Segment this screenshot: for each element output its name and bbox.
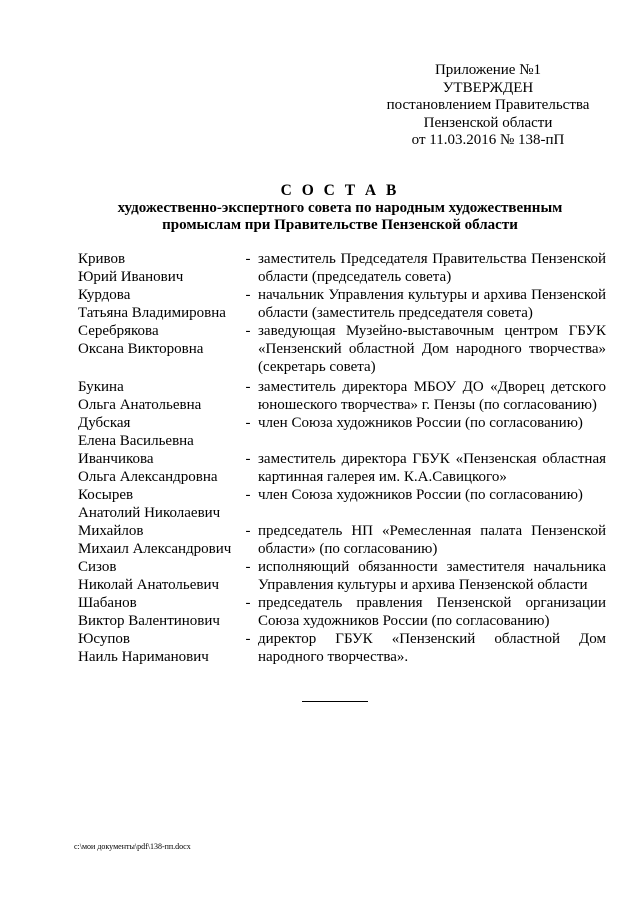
member-position: член Союза художников России (по согласованию)	[258, 487, 583, 503]
member-given-names: Елена Васильевна	[78, 433, 194, 449]
member-given-names: Михаил Александрович	[78, 541, 232, 557]
member-surname: Курдова	[78, 287, 131, 303]
member-name	[78, 450, 238, 486]
member-position: начальник Управления культуры и архива Пензенской области (заместитель председателя совета)	[258, 287, 606, 321]
member-row	[78, 630, 606, 666]
member-position: директор ГБУК «Пензенский областной Дом народного творчества».	[258, 631, 606, 665]
member-name	[78, 630, 238, 666]
member-surname: Дубская	[78, 415, 131, 431]
member-name	[78, 522, 238, 558]
member-name	[78, 322, 238, 378]
member-dash: -	[245, 631, 251, 647]
member-dash: -	[245, 415, 251, 431]
member-given-names: Ольга Александровна	[78, 469, 218, 485]
member-list	[78, 250, 606, 666]
end-separator-line	[302, 701, 368, 702]
member-position: председатель НП «Ремесленная палата Пензенской области» (по согласованию)	[258, 523, 606, 557]
document-title: С О С Т А В	[280, 182, 400, 199]
approval-block	[372, 62, 604, 150]
member-position: заместитель Председателя Правительства Пензенской области (председатель совета)	[258, 251, 606, 285]
member-row	[78, 558, 606, 594]
member-given-names: Татьяна Владимировна	[78, 305, 226, 321]
member-row	[78, 414, 606, 450]
member-row	[78, 450, 606, 486]
member-name	[78, 486, 238, 522]
member-name	[78, 250, 238, 286]
member-given-names: Оксана Викторовна	[78, 341, 204, 357]
member-surname: Иванчикова	[78, 451, 154, 467]
member-position: председатель правления Пензенской организации Союза художников России (по согласованию)	[258, 595, 606, 629]
member-surname: Серебрякова	[78, 323, 159, 339]
member-given-names: Юрий Иванович	[78, 269, 184, 285]
member-given-names: Николай Анатольевич	[78, 577, 220, 593]
document-subtitle-line-2: промыслам при Правительстве Пензенской области	[162, 217, 518, 233]
member-surname: Михайлов	[78, 523, 144, 539]
member-dash: -	[245, 451, 251, 467]
region-line: Пензенской области	[423, 114, 553, 131]
member-surname: Сизов	[78, 559, 117, 575]
member-name	[78, 378, 238, 414]
document-subtitle-line-1: художественно-экспертного совета по народным художественным	[117, 200, 563, 216]
member-row	[78, 322, 606, 378]
member-row	[78, 378, 606, 414]
member-position: член Союза художников России (по согласованию)	[258, 415, 583, 431]
member-position: заместитель директора МБОУ ДО «Дворец детского юношеского творчества» г. Пензы (по согласованию)	[258, 379, 606, 413]
member-name	[78, 286, 238, 322]
member-surname: Юсупов	[78, 631, 130, 647]
decree-date-number: от 11.03.2016 № 138-пП	[411, 132, 565, 148]
member-row	[78, 594, 606, 630]
member-dash: -	[245, 523, 251, 539]
document-heading	[60, 182, 620, 234]
member-position: заместитель директора ГБУК «Пензенская областная картинная галерея им. К.А.Савицкого»	[258, 451, 606, 485]
member-row	[78, 250, 606, 286]
member-given-names: Анатолий Николаевич	[78, 505, 221, 521]
member-given-names: Ольга Анатольевна	[78, 397, 202, 413]
member-dash: -	[245, 595, 251, 611]
member-dash: -	[245, 379, 251, 395]
member-position: заведующая Музейно-выставочным центром ГБУК «Пензенский областной Дом народного творчества» (секретарь совета)	[258, 323, 606, 375]
member-dash: -	[245, 287, 251, 303]
member-position: исполняющий обязанности заместителя начальника Управления культуры и архива Пензенской области	[258, 559, 606, 593]
member-dash: -	[245, 487, 251, 503]
member-given-names: Виктор Валентинович	[78, 613, 220, 629]
member-row	[78, 286, 606, 322]
member-given-names: Наиль Нариманович	[78, 649, 209, 665]
member-dash: -	[245, 323, 251, 339]
member-name	[78, 558, 238, 594]
member-name	[78, 414, 238, 450]
file-path-footer: c:\мои документы\pdf\138-пп.docx	[74, 842, 191, 851]
member-surname: Косырев	[78, 487, 134, 503]
member-name	[78, 594, 238, 630]
member-surname: Шабанов	[78, 595, 137, 611]
member-row	[78, 486, 606, 522]
member-dash: -	[245, 559, 251, 575]
member-surname: Букина	[78, 379, 124, 395]
approved-by-line: постановлением Правительства	[386, 97, 590, 113]
appendix-number: Приложение №1	[434, 62, 542, 78]
approved-label: УТВЕРЖДЕН	[442, 79, 534, 96]
member-surname: Кривов	[78, 251, 126, 267]
member-dash: -	[245, 251, 251, 267]
member-row	[78, 522, 606, 558]
